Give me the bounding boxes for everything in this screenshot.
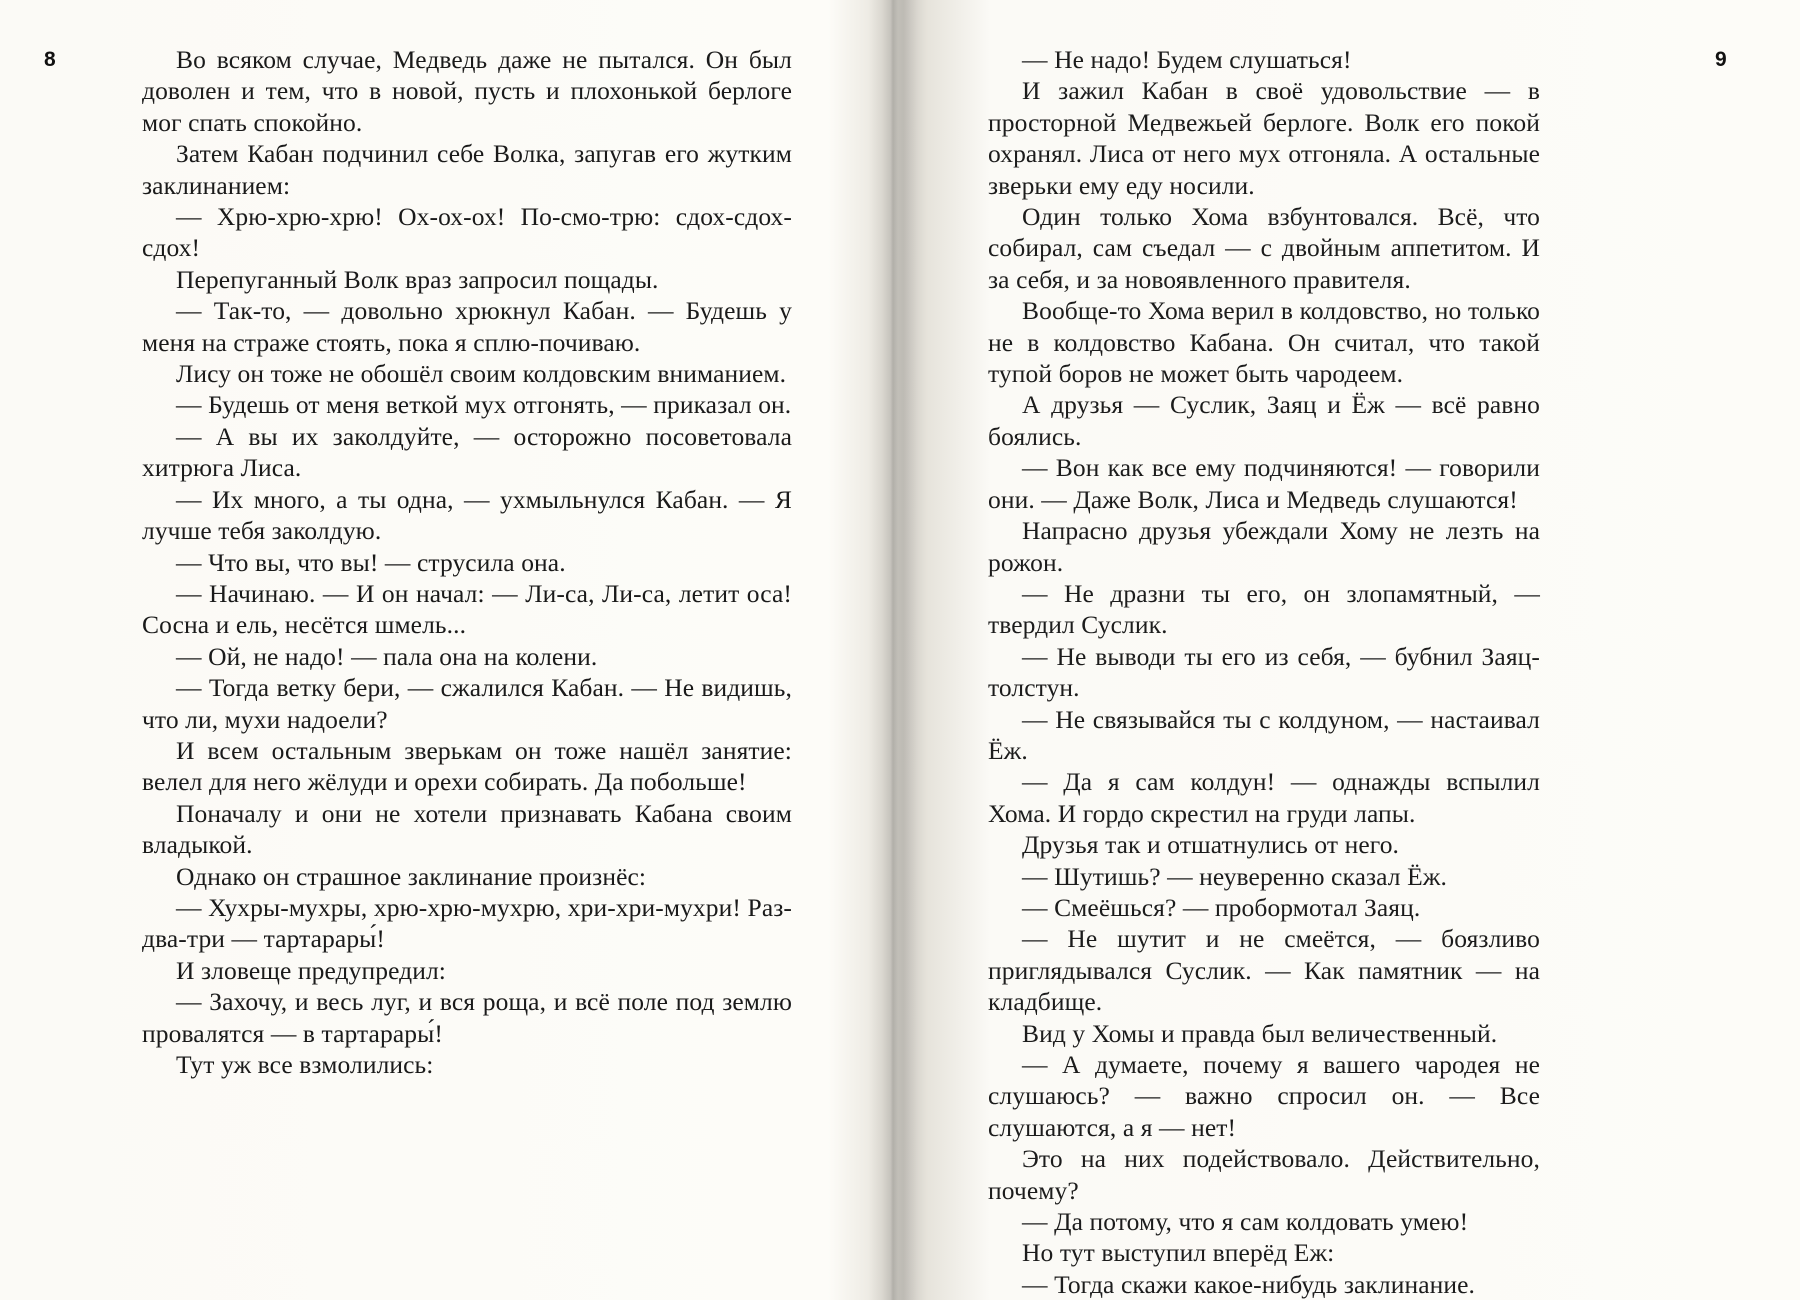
- paragraph: А друзья — Суслик, Заяц и Ёж — всё равно боялись.: [988, 390, 1540, 451]
- paragraph: — Ой, не надо! — пала она на колени.: [176, 641, 598, 671]
- paragraph: — Не выводи ты его из себя, — бубнил Заяц-толстун.: [988, 641, 1540, 703]
- paragraph: — Начинаю. — И он начал: — Ли-са, Ли-са, летит оса! Сосна и ель, несётся шмель...: [142, 578, 792, 640]
- paragraph: И зловеще предупредил:: [176, 955, 446, 985]
- paragraph: И зажил Кабан в своё удовольствие — в просторной Медвежьей берлоге. Волк его покой охранял. Лиса от него мух отгоняла. А остальные зверьки ему еду носили.: [988, 76, 1540, 200]
- paragraph: — Хухры-мухры, хрю-хрю-мухрю, хри-хри-мухри! Раз-два-три — тартарары́!: [142, 892, 792, 954]
- paragraph: — Хрю-хрю-хрю! Ох-ох-ох! По-смо-трю: сдох-сдох-сдох!: [142, 202, 792, 263]
- paragraph: — Шутишь? — неуверенно сказал Ёж.: [1022, 861, 1447, 891]
- paragraph: Затем Кабан подчинил себе Волка, запугав его жутким заклинанием:: [142, 139, 792, 200]
- page-number-right: 9: [1715, 48, 1727, 71]
- paragraph: И всем остальным зверькам он тоже нашёл занятие: велел для него жёлуди и орехи собирать. Да побольше!: [142, 735, 792, 797]
- paragraph: Лису он тоже не обошёл своим колдовским вниманием.: [176, 359, 787, 389]
- paragraph: — Не шутит и не смеётся, — боязливо приглядывался Суслик. — Как памятник — на кладбище.: [988, 924, 1540, 1017]
- paragraph: — Не связывайся ты с колдуном, — настаивал Ёж.: [988, 704, 1540, 765]
- paragraph: Перепуганный Волк враз запросил пощады.: [176, 264, 659, 294]
- paragraph: — Так-то, — довольно хрюкнул Кабан. — Будешь у меня на страже стоять, пока я сплю-почиваю.: [142, 296, 792, 357]
- paragraph: — А думаете, почему я вашего чародея не слушаюсь? — важно спросил он. — Все слушаются, а я — нет!: [988, 1050, 1540, 1142]
- paragraph: Но тут выступил вперёд Еж:: [1022, 1238, 1335, 1268]
- paragraph: Вообще-то Хома верил в колдовство, но только не в колдовство Кабана. Он считал, что такой тупой боров не может быть чародеем.: [988, 296, 1540, 389]
- paragraph: — Смеёшься? — пробормотал Заяц.: [1022, 892, 1421, 922]
- paragraph: Напрасно друзья убеждали Хому не лезть на рожон.: [988, 516, 1540, 577]
- paragraph: — Тогда скажи какое-нибудь заклинание.: [1022, 1269, 1476, 1299]
- paragraph: Однако он страшное заклинание произнёс:: [176, 861, 647, 891]
- paragraph: Друзья так и отшатнулись от него.: [1022, 830, 1400, 860]
- paragraph: Вид у Хомы и правда был величественный.: [1022, 1018, 1498, 1048]
- left-page: [0, 0, 880, 1300]
- paragraph: — А вы их заколдуйте, — осторожно посоветовала хитрюга Лиса.: [142, 421, 792, 483]
- paragraph: Тут уж все взмолились:: [176, 1050, 434, 1079]
- paragraph: — Тогда ветку бери, — сжалился Кабан. — Не видишь, что ли, мухи надоели?: [142, 673, 792, 734]
- paragraph: — Да потому, что я сам колдовать умею!: [1022, 1207, 1469, 1237]
- right-page-text: [988, 44, 1540, 1300]
- paragraph: Один только Хома взбунтовался. Всё, что собирал, сам съедал — с двойным аппетитом. И за себя, и за новоявленного правителя.: [988, 202, 1540, 294]
- page-number-left: 8: [44, 48, 56, 71]
- paragraph: — Будешь от меня веткой мух отгонять, — приказал он.: [176, 390, 792, 420]
- left-page-text: [142, 44, 792, 1080]
- paragraph: — Не дразни ты его, он злопамятный, — твердил Суслик.: [988, 578, 1540, 640]
- paragraph: — Не надо! Будем слушаться!: [1022, 45, 1352, 74]
- paragraph: — Да я сам колдун! — однажды вспылил Хома. И гордо скрестил на груди лапы.: [988, 767, 1540, 828]
- paragraph: — Что вы, что вы! — струсила она.: [176, 547, 566, 577]
- right-page: [900, 0, 1800, 1300]
- paragraph: Это на них подействовало. Действительно, почему?: [988, 1144, 1540, 1205]
- paragraph: — Вон как все ему подчиняются! — говорили они. — Даже Волк, Лиса и Медведь слушаются!: [988, 453, 1540, 514]
- paragraph: Во всяком случае, Медведь даже не пытался. Он был доволен и тем, что в новой, пусть и плохонькой берлоге мог спать спокойно.: [142, 45, 792, 137]
- paragraph: — Их много, а ты одна, — ухмыльнулся Кабан. — Я лучше тебя заколдую.: [142, 484, 792, 546]
- paragraph: Поначалу и они не хотели признавать Кабана своим владыкой.: [142, 798, 792, 860]
- paragraph: — Захочу, и весь луг, и вся роща, и всё поле под землю провалятся — в тартарары́!: [142, 987, 792, 1048]
